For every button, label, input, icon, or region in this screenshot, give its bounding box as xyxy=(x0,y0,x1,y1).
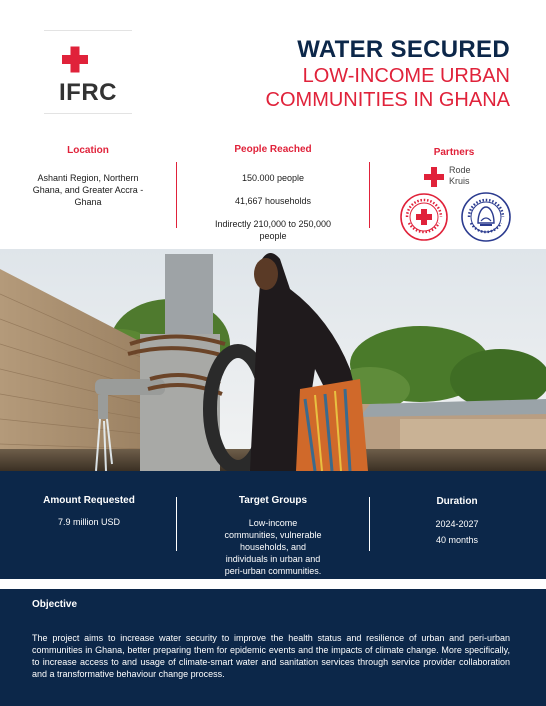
rode-kruis-logo xyxy=(424,165,484,189)
objective-header xyxy=(0,589,546,617)
duration-years: 2024-2027 xyxy=(435,519,479,529)
location-section xyxy=(18,140,158,208)
target-groups-line: individuals in urban and xyxy=(225,554,321,564)
amount-section xyxy=(18,471,160,528)
people-count: 150.000 people xyxy=(241,173,305,183)
amount-label: Amount Requested xyxy=(43,495,135,506)
red-cross-icon xyxy=(424,167,444,187)
divider xyxy=(176,497,177,551)
target-groups-label: Target Groups xyxy=(238,495,308,506)
duration-label: Duration xyxy=(436,496,478,507)
divider xyxy=(369,162,370,228)
ghana-water-company-logo xyxy=(460,191,512,243)
target-groups-section xyxy=(190,471,356,577)
title-main: WATER SECURED xyxy=(297,36,510,63)
households-count: 41,667 households xyxy=(234,196,312,206)
red-cross-crescent-icon xyxy=(58,43,118,77)
summary-band xyxy=(0,471,546,579)
amount-value: 7.9 million USD xyxy=(57,517,121,527)
objective-text: The project aims to increase water security to improve the health status and resilience of urban and peri-urban communities in Ghana, better preparing them for epidemic events and the impacts of climate change. More specifically, to increase access to and usage of climate-smart water and sanitation services through service provider collaboration and a transformative behaviour change process. xyxy=(32,633,510,679)
header xyxy=(0,0,546,130)
partners-label: Partners xyxy=(433,147,475,158)
hero-photo xyxy=(0,249,546,471)
divider xyxy=(176,162,177,228)
indirect-count: Indirectly 210,000 to 250,000 xyxy=(214,219,332,229)
title-sub-line1: LOW-INCOME URBAN xyxy=(302,65,510,87)
objective-body xyxy=(0,617,546,706)
rode-kruis-text: Rode Kruis xyxy=(449,165,471,186)
ghana-red-cross-logo xyxy=(399,192,449,242)
people-reached-section xyxy=(190,140,356,242)
target-groups-line: communities, vulnerable xyxy=(224,530,322,540)
ifrc-logo xyxy=(44,30,132,114)
duration-section xyxy=(382,471,532,546)
document-title xyxy=(266,36,510,112)
location-line: Ghana, and Greater Accra - xyxy=(32,185,144,195)
info-row xyxy=(0,140,546,245)
target-groups-line: peri-urban communities. xyxy=(224,566,322,576)
partners-section xyxy=(382,140,526,186)
title-sub-line2: COMMUNITIES IN GHANA xyxy=(265,89,510,111)
target-groups-line: households, and xyxy=(239,542,307,552)
photo-woman-at-water-pump xyxy=(0,249,546,471)
location-line: Ashanti Region, Northern xyxy=(37,173,139,183)
duration-months: 40 months xyxy=(435,535,479,545)
location-label: Location xyxy=(67,145,109,156)
divider xyxy=(369,497,370,551)
target-groups-line: Low-income xyxy=(248,518,298,528)
people-reached-label: People Reached xyxy=(234,144,312,155)
objective-title: Objective xyxy=(32,599,78,610)
indirect-count-unit: people xyxy=(259,231,287,241)
logo-text: IFRC xyxy=(59,79,117,106)
location-line: Ghana xyxy=(74,197,102,207)
